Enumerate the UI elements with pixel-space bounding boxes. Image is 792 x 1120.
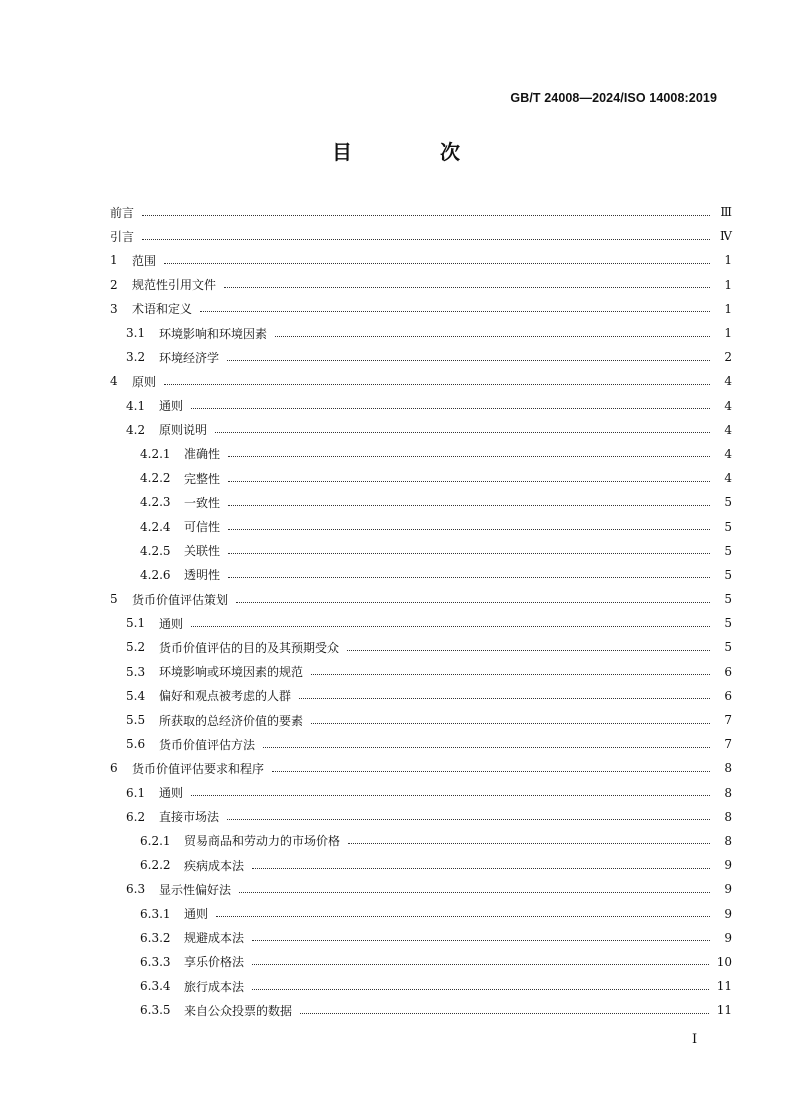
toc-entry-number: 6.2.1 (140, 833, 171, 848)
toc-entry-number: 4.2.4 (140, 519, 171, 534)
toc-entry-page: 6 (724, 688, 732, 703)
toc-entry[interactable] (110, 248, 732, 272)
dot-leader (228, 577, 710, 578)
dot-leader (275, 336, 710, 337)
toc-entry-title: 享乐价格法 (184, 955, 245, 970)
toc-entry-title: 偏好和观点被考虑的人群 (159, 689, 292, 704)
toc-entry[interactable] (110, 539, 732, 563)
toc-entry-page: 11 (716, 1003, 732, 1018)
toc-entry-title: 显示性偏好法 (159, 882, 232, 897)
toc-entry-page: 5 (724, 592, 732, 607)
dot-leader (299, 698, 710, 699)
toc-entry-number: 5.4 (126, 688, 146, 703)
dot-leader (252, 940, 710, 941)
page-number: Ⅰ (692, 1032, 698, 1047)
toc-entry-page: 9 (724, 930, 732, 945)
toc-entry-title: 准确性 (184, 447, 221, 462)
toc-entry[interactable] (110, 829, 732, 853)
toc-entry-page: 9 (724, 882, 732, 897)
toc-entry-page: 9 (724, 858, 732, 873)
toc-entry[interactable] (110, 611, 732, 635)
toc-entry-title: 疾病成本法 (184, 858, 245, 873)
toc-entry-page: 5 (724, 567, 732, 582)
toc-entry-number: 4 (110, 374, 118, 389)
toc-entry-number: 3 (110, 301, 118, 316)
toc-entry[interactable] (110, 490, 732, 514)
toc-entry-page: 9 (724, 906, 732, 921)
toc-entry[interactable] (110, 732, 732, 756)
toc-entry[interactable] (110, 466, 732, 490)
toc-entry-number: 6.2 (126, 809, 146, 824)
toc-entry-page: 1 (724, 277, 732, 292)
toc-entry[interactable] (110, 587, 732, 611)
toc-entry[interactable] (110, 563, 732, 587)
toc-entry[interactable] (110, 950, 732, 974)
toc-entry-number: 4.2 (126, 422, 146, 437)
toc-entry-title: 环境影响或环境因素的规范 (159, 665, 304, 680)
toc-entry-page: 4 (724, 471, 732, 486)
toc-entry-page: 7 (724, 737, 732, 752)
toc-entry[interactable] (110, 901, 732, 925)
toc-entry-title: 前言 (110, 205, 135, 220)
dot-leader (228, 456, 710, 457)
toc-entry-number: 2 (110, 277, 118, 292)
toc-entry-page: 10 (716, 954, 732, 969)
toc-entry-title: 范围 (132, 253, 157, 268)
toc-entry-page: 4 (724, 422, 732, 437)
toc-entry-page: 5 (724, 616, 732, 631)
toc-entry-title: 透明性 (184, 568, 221, 583)
toc-entry[interactable] (110, 514, 732, 538)
toc-entry-number: 4.2.6 (140, 567, 171, 582)
dot-leader (191, 795, 710, 796)
toc-entry[interactable] (110, 684, 732, 708)
toc-entry-title: 通则 (159, 616, 184, 631)
toc-entry-number: 4.2.1 (140, 446, 171, 461)
dot-leader (272, 771, 710, 772)
toc-entry-page: 1 (724, 326, 732, 341)
table-of-contents (110, 200, 732, 1022)
dot-leader (239, 892, 710, 893)
toc-entry-title: 所获取的总经济价值的要素 (159, 713, 304, 728)
toc-entry-title: 旅行成本法 (184, 979, 245, 994)
toc-entry-page: 5 (724, 543, 732, 558)
dot-leader (142, 239, 710, 240)
standard-code: GB/T 24008—2024/ISO 14008:2019 (510, 91, 717, 105)
dot-leader (236, 602, 710, 603)
toc-entry-title: 环境经济学 (159, 350, 220, 365)
toc-entry-title: 货币价值评估的目的及其预期受众 (159, 640, 340, 655)
toc-entry-number: 4.2.3 (140, 495, 171, 510)
toc-entry-title: 可信性 (184, 520, 221, 535)
toc-entry-title: 规范性引用文件 (132, 278, 217, 293)
toc-entry-title: 货币价值评估策划 (132, 592, 229, 607)
toc-entry-page: 4 (724, 446, 732, 461)
toc-entry-number: 6.3.1 (140, 906, 171, 921)
toc-entry-title: 来自公众投票的数据 (184, 1003, 293, 1018)
toc-entry-page: 1 (724, 301, 732, 316)
toc-entry[interactable] (110, 974, 732, 998)
dot-leader (228, 481, 710, 482)
toc-entry[interactable] (110, 805, 732, 829)
toc-entry[interactable] (110, 200, 732, 224)
page-title: 目 次 (332, 140, 494, 164)
toc-entry[interactable] (110, 442, 732, 466)
dot-leader (200, 311, 710, 312)
dot-leader (227, 360, 710, 361)
toc-entry-page: 7 (724, 713, 732, 728)
toc-entry[interactable] (110, 369, 732, 393)
toc-entry-number: 6.3.5 (140, 1003, 171, 1018)
toc-entry[interactable] (110, 418, 732, 442)
toc-entry-page: 11 (716, 979, 732, 994)
dot-leader (164, 384, 710, 385)
toc-entry-page: 8 (724, 809, 732, 824)
toc-entry[interactable] (110, 273, 732, 297)
toc-entry[interactable] (110, 756, 732, 780)
dot-leader (228, 505, 710, 506)
toc-entry-page: 8 (724, 761, 732, 776)
toc-entry[interactable] (110, 926, 732, 950)
toc-entry-page: 4 (724, 374, 732, 389)
toc-entry-number: 5.2 (126, 640, 146, 655)
toc-entry[interactable] (110, 224, 732, 248)
toc-entry-title: 术语和定义 (132, 302, 193, 317)
toc-entry-number: 5.1 (126, 616, 146, 631)
dot-leader (228, 529, 710, 530)
dot-leader (300, 1013, 709, 1014)
toc-entry-title: 贸易商品和劳动力的市场价格 (184, 834, 341, 849)
dot-leader (252, 989, 709, 990)
toc-entry-title: 原则 (132, 374, 157, 389)
toc-entry-page: Ⅳ (720, 229, 732, 244)
dot-leader (252, 868, 710, 869)
dot-leader (311, 723, 710, 724)
toc-entry-title: 关联性 (184, 544, 221, 559)
dot-leader (347, 650, 710, 651)
toc-entry-title: 通则 (184, 907, 209, 922)
dot-leader (191, 626, 710, 627)
toc-entry-title: 完整性 (184, 471, 221, 486)
toc-entry-title: 规避成本法 (184, 931, 245, 946)
toc-entry-number: 3.2 (126, 350, 146, 365)
dot-leader (228, 553, 710, 554)
toc-entry[interactable] (110, 853, 732, 877)
toc-entry-number: 1 (110, 253, 118, 268)
toc-entry-page: 5 (724, 519, 732, 534)
toc-entry-page: 5 (724, 640, 732, 655)
toc-entry[interactable] (110, 660, 732, 684)
toc-entry-number: 4.1 (126, 398, 146, 413)
toc-entry-title: 引言 (110, 229, 135, 244)
toc-entry-number: 4.2.5 (140, 543, 171, 558)
dot-leader (252, 964, 709, 965)
toc-entry-page: 5 (724, 495, 732, 510)
toc-entry[interactable] (110, 321, 732, 345)
toc-entry-number: 5 (110, 592, 118, 607)
dot-leader (215, 432, 710, 433)
dot-leader (227, 819, 710, 820)
toc-entry-page: 2 (724, 350, 732, 365)
dot-leader (224, 287, 710, 288)
toc-entry[interactable] (110, 708, 732, 732)
toc-entry-page: 6 (724, 664, 732, 679)
dot-leader (216, 916, 710, 917)
toc-entry-number: 6.3.2 (140, 930, 171, 945)
toc-entry-number: 6.3 (126, 882, 146, 897)
toc-entry-number: 5.6 (126, 737, 146, 752)
toc-entry-title: 一致性 (184, 495, 221, 510)
toc-entry-number: 6.1 (126, 785, 146, 800)
dot-leader (263, 747, 710, 748)
toc-entry-title: 通则 (159, 786, 184, 801)
toc-entry-title: 货币价值评估方法 (159, 737, 256, 752)
dot-leader (164, 263, 710, 264)
toc-entry-number: 4.2.2 (140, 471, 171, 486)
dot-leader (142, 215, 710, 216)
toc-entry[interactable] (110, 297, 732, 321)
toc-entry-number: 5.3 (126, 664, 146, 679)
toc-entry-page: 8 (724, 833, 732, 848)
dot-leader (311, 674, 710, 675)
toc-entry-number: 6.2.2 (140, 858, 171, 873)
toc-entry-number: 6.3.4 (140, 979, 171, 994)
toc-entry-title: 原则说明 (159, 423, 208, 438)
toc-entry-title: 直接市场法 (159, 810, 220, 825)
toc-entry-title: 环境影响和环境因素 (159, 326, 268, 341)
toc-entry-page: Ⅲ (720, 205, 732, 220)
dot-leader (348, 843, 710, 844)
toc-entry-number: 6 (110, 761, 118, 776)
toc-entry-page: 1 (724, 253, 732, 268)
toc-entry[interactable] (110, 635, 732, 659)
toc-entry-number: 3.1 (126, 326, 146, 341)
toc-entry[interactable] (110, 998, 732, 1022)
dot-leader (191, 408, 710, 409)
toc-entry[interactable] (110, 781, 732, 805)
toc-entry[interactable] (110, 345, 732, 369)
toc-entry-title: 货币价值评估要求和程序 (132, 761, 265, 776)
toc-entry-number: 6.3.3 (140, 954, 171, 969)
toc-entry-page: 8 (724, 785, 732, 800)
toc-entry-page: 4 (724, 398, 732, 413)
toc-entry[interactable] (110, 394, 732, 418)
toc-entry-title: 通则 (159, 399, 184, 414)
toc-entry[interactable] (110, 877, 732, 901)
toc-entry-number: 5.5 (126, 713, 146, 728)
